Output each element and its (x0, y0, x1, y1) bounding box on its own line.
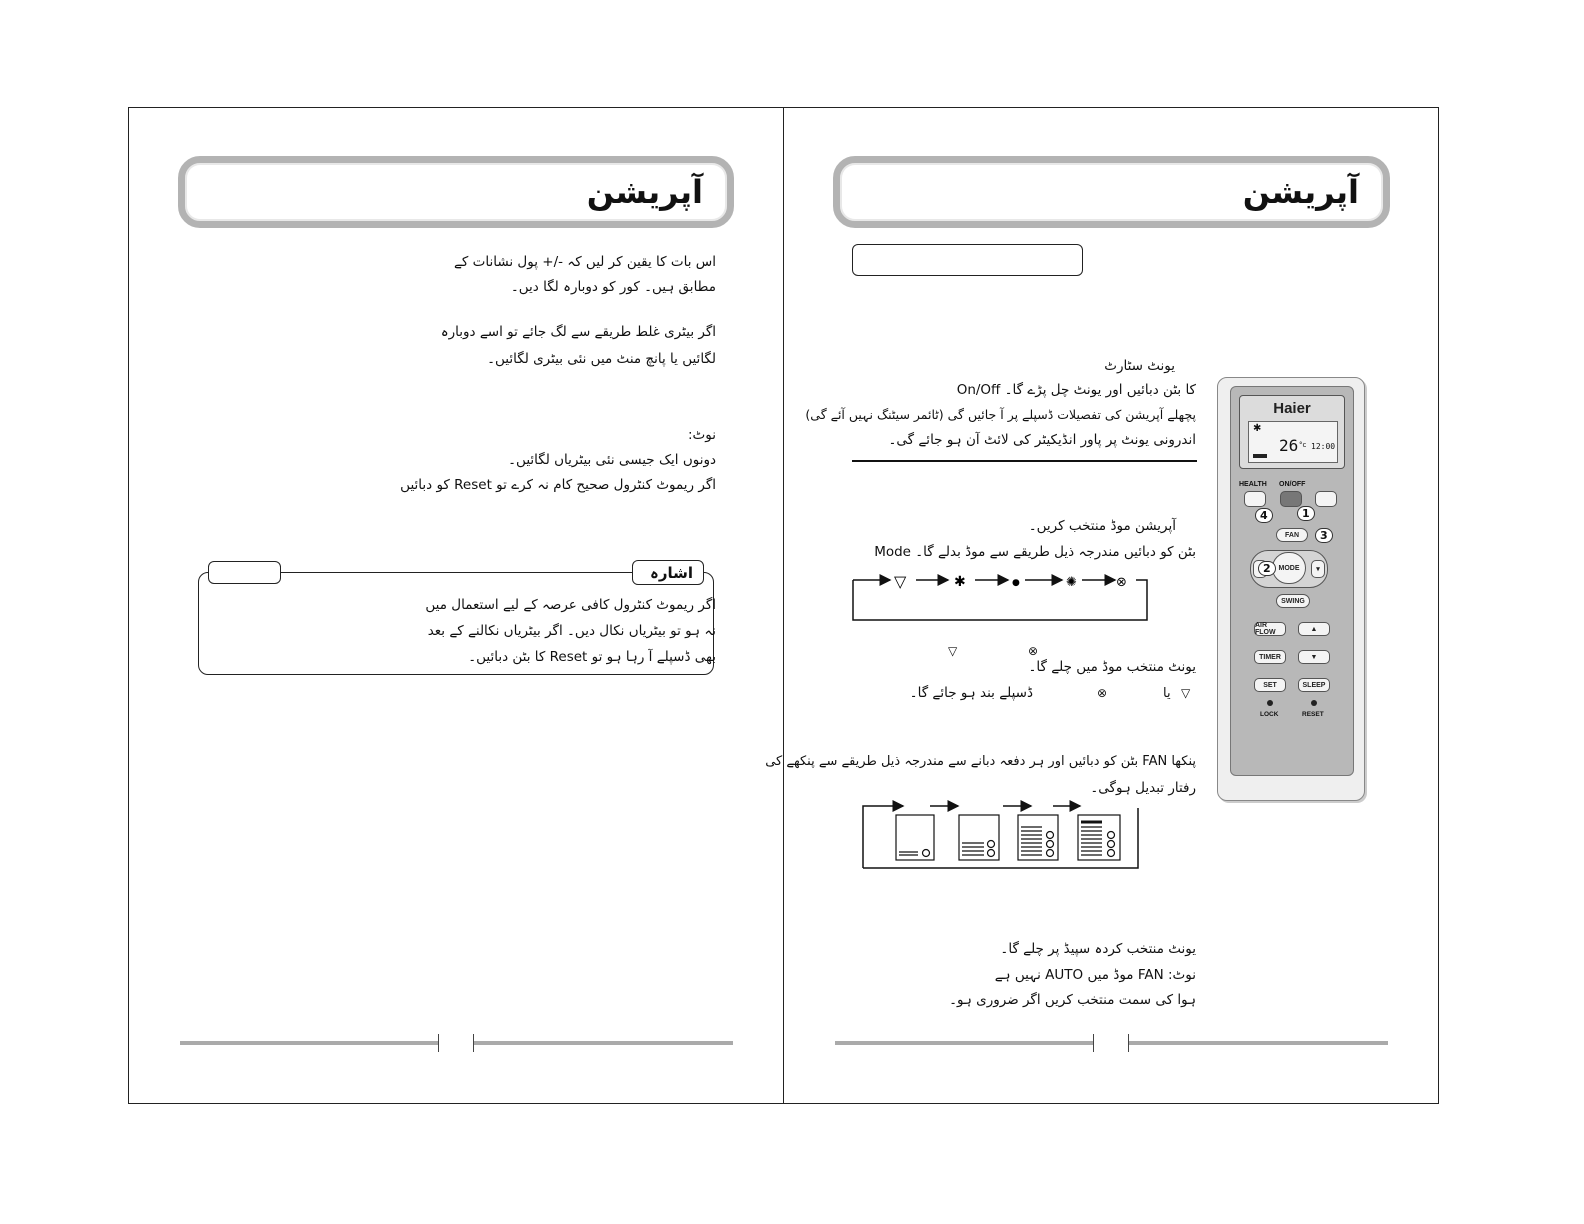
remote-brand: Haier (1273, 400, 1311, 417)
mode-dry-icon: ● (1012, 578, 1020, 588)
lcd-temp: 26 (1279, 436, 1299, 455)
fan-line1: پنکھا FAN بٹن کو دبائیں اور ہر دفعہ دبانے سے مندرجہ ذیل طریقے سے پنکھے کی (765, 754, 1196, 769)
lcd-signal-icon (1253, 448, 1267, 458)
display-off-or: یا (1163, 686, 1171, 701)
left-para2-line2: لگائیں یا پانچ منٹ میں نئی بیٹری لگائیں۔ (487, 351, 716, 367)
fan-run-line3: ہوا کی سمت منتخب کریں اگر ضروری ہو۔ (949, 992, 1196, 1008)
up-button[interactable]: ▲ (1298, 622, 1330, 636)
airflow-button[interactable]: AIR FLOW (1254, 622, 1286, 636)
mode-auto-icon: ⊗ (1116, 575, 1127, 590)
down-button[interactable]: ▼ (1298, 650, 1330, 664)
callout-1: 1 (1297, 506, 1315, 521)
fan-auto-box (896, 815, 934, 860)
right-footer-bar-a (835, 1041, 1093, 1045)
fan-line2: رفتار تبدیل ہوگی۔ (1090, 780, 1196, 796)
section-divider (852, 460, 1197, 462)
remote-display (1239, 395, 1345, 469)
right-footer-tick-a (1093, 1034, 1094, 1052)
set-button[interactable]: SET (1254, 678, 1286, 692)
sleep-button[interactable]: SLEEP (1298, 678, 1330, 692)
callout-4: 4 (1255, 508, 1273, 523)
mode-line1: آپریشن موڈ منتخب کریں۔ (1028, 518, 1176, 534)
display-off-sym-auto: ⊗ (1097, 686, 1108, 700)
left-note-label: نوٹ: (688, 427, 716, 443)
right-title-banner (833, 156, 1390, 228)
label-lock: LOCK (1260, 711, 1279, 718)
left-footer-bar-a (180, 1041, 438, 1045)
mode-sequence-diagram (850, 572, 1150, 624)
page-spine (783, 107, 784, 1104)
fan-run-line1: یونٹ منتخب کردہ سپیڈ پر چلے گا۔ (1000, 941, 1196, 957)
fan-medium-box (1018, 815, 1058, 860)
remote-lcd (1248, 421, 1338, 463)
mode-cool-icon: ▽ (894, 572, 907, 591)
lock-dot[interactable] (1267, 700, 1273, 706)
start-line3: اندرونی یونٹ پر پاور انڈیکیٹر کی لائٹ آن ہو جائے گی۔ (888, 432, 1196, 448)
lcd-temp-unit: °c (1299, 441, 1307, 449)
lcd-clock: 12:00 (1311, 442, 1336, 451)
mode-button[interactable]: MODE (1272, 552, 1306, 584)
right-page-title: آپریشن (1242, 173, 1359, 211)
callout-3: 3 (1315, 528, 1333, 543)
swing-button[interactable]: SWING (1276, 594, 1310, 608)
extra-button[interactable] (1315, 491, 1337, 507)
left-footer-bar-b (474, 1041, 733, 1045)
remote-control (1217, 377, 1365, 801)
right-footer-bar-b (1129, 1041, 1388, 1045)
section-label-box (852, 244, 1083, 276)
fan-speed-diagram (858, 800, 1142, 874)
mode-snow-icon: ✱ (954, 574, 966, 590)
reset-dot[interactable] (1311, 700, 1317, 706)
left-page-title: آپریشن (586, 173, 703, 211)
fan-low-box (959, 815, 999, 860)
mode-run-text: یونٹ منتخب موڈ میں چلے گا۔ (1028, 659, 1196, 675)
start-line2: پچھلے آپریشن کی تفصیلات ڈسپلے پر آ جائیں گی (ٹائمر سیٹنگ نہیں آئے گی) (805, 407, 1196, 422)
temp-up-rocker[interactable]: ▾ (1311, 560, 1325, 578)
label-reset: RESET (1302, 711, 1324, 718)
display-off-text: ڈسپلے بند ہو جائے گا۔ (909, 685, 1033, 701)
hint-title: اشارہ (650, 564, 693, 582)
display-off-sym-cool: ▽ (1181, 686, 1191, 700)
unit-start-heading: یونٹ سٹارٹ (1104, 358, 1175, 374)
label-onoff: ON/OFF (1279, 481, 1306, 488)
timer-button[interactable]: TIMER (1254, 650, 1286, 664)
left-note-line2: اگر ریموٹ کنٹرول صحیح کام نہ کرے تو Reset کو دبائیں (400, 477, 716, 493)
left-title-banner (178, 156, 734, 228)
left-para1-line2: مطابق ہیں۔ کور کو دوبارہ لگا دیں۔ (510, 279, 716, 295)
fan-high-box (1078, 815, 1120, 860)
mode-heat-icon: ✺ (1066, 575, 1077, 590)
hint-title-tab (632, 560, 704, 585)
callout-2: 2 (1258, 561, 1276, 576)
left-footer-tick-a (438, 1034, 439, 1052)
health-button[interactable] (1244, 491, 1266, 507)
onoff-button[interactable] (1280, 491, 1302, 507)
mode-run-sym-cool: ▽ (948, 644, 958, 658)
lcd-snow-icon: ✱ (1253, 423, 1262, 434)
fan-run-line2: نوٹ: FAN موڈ میں AUTO نہیں ہے (994, 967, 1196, 983)
left-para2-line1: اگر بیٹری غلط طریقے سے لگ جائے تو اسے دوبارہ (440, 324, 716, 340)
hint-line1: اگر ریموٹ کنٹرول کافی عرصہ کے لیے استعمال میں (425, 597, 716, 613)
left-note-line1: دونوں ایک جیسی نئی بیٹریاں لگائیں۔ (508, 452, 716, 468)
left-para1-line1: اس بات کا یقین کر لیں کہ -/+ پول نشانات کے (454, 254, 716, 270)
hint-left-tab (208, 561, 281, 584)
mode-run-sym-auto: ⊗ (1028, 644, 1039, 658)
mode-line2: Mode بٹن کو دبائیں مندرجہ ذیل طریقے سے موڈ بدلے گا۔ (874, 544, 1196, 560)
hint-line3: بھی ڈسپلے آ رہا ہو تو Reset کا بٹن دبائیں۔ (468, 649, 716, 665)
fan-button[interactable]: FAN (1276, 528, 1308, 542)
hint-line2: نہ ہو تو بیٹریاں نکال دیں۔ اگر بیٹریاں نکالنے کے بعد (427, 623, 716, 639)
label-health: HEALTH (1239, 481, 1267, 488)
start-line1: On/Off کا بٹن دبائیں اور یونٹ چل پڑے گا۔ (956, 382, 1196, 398)
